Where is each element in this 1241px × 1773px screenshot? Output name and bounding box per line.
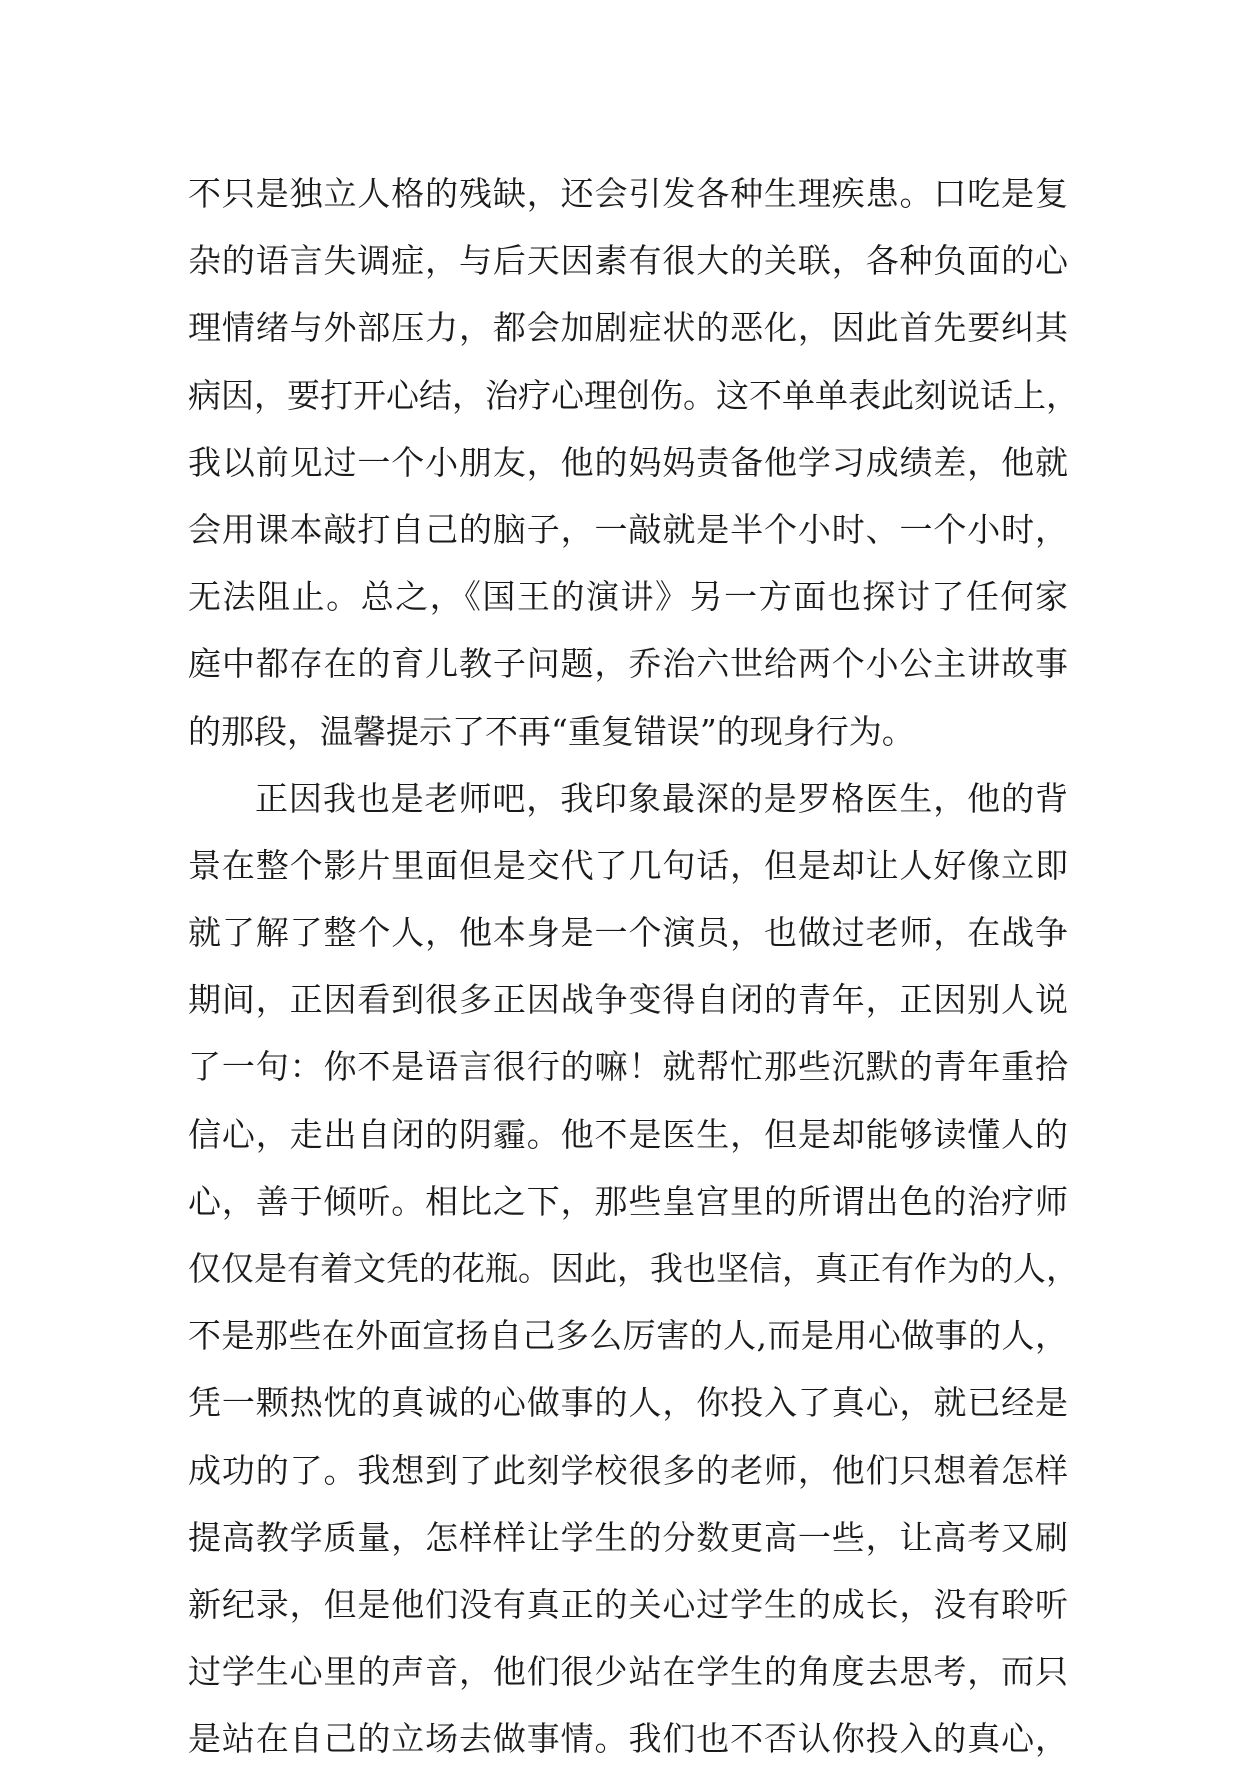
- text-line-23: 过学生心里的声音，他们很少站在学生的角度去思考，而只: [188, 1652, 1068, 1692]
- text-line-2: 杂的语言失调症，与后天因素有很大的关联，各种负面的心: [188, 241, 1068, 281]
- text-line-22: 新纪录，但是他们没有真正的关心过学生的成长，没有聆听: [188, 1584, 1068, 1624]
- text-line-1: 不只是独立人格的残缺，还会引发各种生理疾患。口吃是复: [188, 174, 1068, 213]
- text-line-7: 无法阻止。总之，《国王的演讲》另一方面也探讨了任何家: [188, 577, 1068, 617]
- text-line-21: 提高教学质量，怎样样让学生的分数更高一些，让高考又刷: [188, 1517, 1068, 1557]
- text-line-18: 不是那些在外面宣扬自己多么厉害的人,而是用心做事的人，: [188, 1316, 1068, 1356]
- text-line-4: 病因，要打开心结，治疗心理创伤。这不单单表此刻说话上，: [188, 375, 1079, 415]
- text-line-20: 成功的了。我想到了此刻学校很多的老师，他们只想着怎样: [188, 1450, 1068, 1490]
- text-line-11: 景在整个影片里面但是交代了几句话，但是却让人好像立即: [188, 845, 1068, 885]
- text-line-3: 理情绪与外部压力，都会加剧症状的恶化，因此首先要纠其: [188, 308, 1068, 348]
- text-line-5: 我以前见过一个小朋友，他的妈妈责备他学习成绩差，他就: [188, 442, 1068, 482]
- text-line-8: 庭中都存在的育儿教子问题，乔治六世给两个小公主讲故事: [188, 644, 1068, 684]
- text-line-24: 是站在自己的立场去做事情。我们也不否认你投入的真心，: [188, 1719, 1068, 1759]
- text-line-12: 就了解了整个人，他本身是一个演员，也做过老师，在战争: [188, 913, 1068, 953]
- text-line-19: 凭一颗热忱的真诚的心做事的人，你投入了真心，就已经是: [188, 1383, 1068, 1423]
- text-line-17: 仅仅是有着文凭的花瓶。因此，我也坚信，真正有作为的人，: [188, 1249, 1079, 1288]
- text-line-6: 会用课本敲打自己的脑子，一敲就是半个小时、一个小时，: [188, 509, 1068, 549]
- text-line-16: 心，善于倾听。相比之下，那些皇宫里的所谓出色的治疗师: [188, 1181, 1068, 1221]
- text-line-15: 信心，走出自闭的阴霾。他不是医生，但是却能够读懂人的: [188, 1114, 1068, 1154]
- text-line-10: 正因我也是老师吧，我印象最深的是罗格医生，他的背: [255, 778, 1068, 818]
- body-text: [188, 160, 1079, 1773]
- text-line-9: 的那段，温馨提示了不再“重复错误”的现身行为。: [188, 711, 915, 751]
- text-line-13: 期间，正因看到很多正因战争变得自闭的青年，正因别人说: [188, 980, 1068, 1020]
- text-line-14: 了一句：你不是语言很行的嘛！就帮忙那些沉默的青年重拾: [188, 1047, 1068, 1087]
